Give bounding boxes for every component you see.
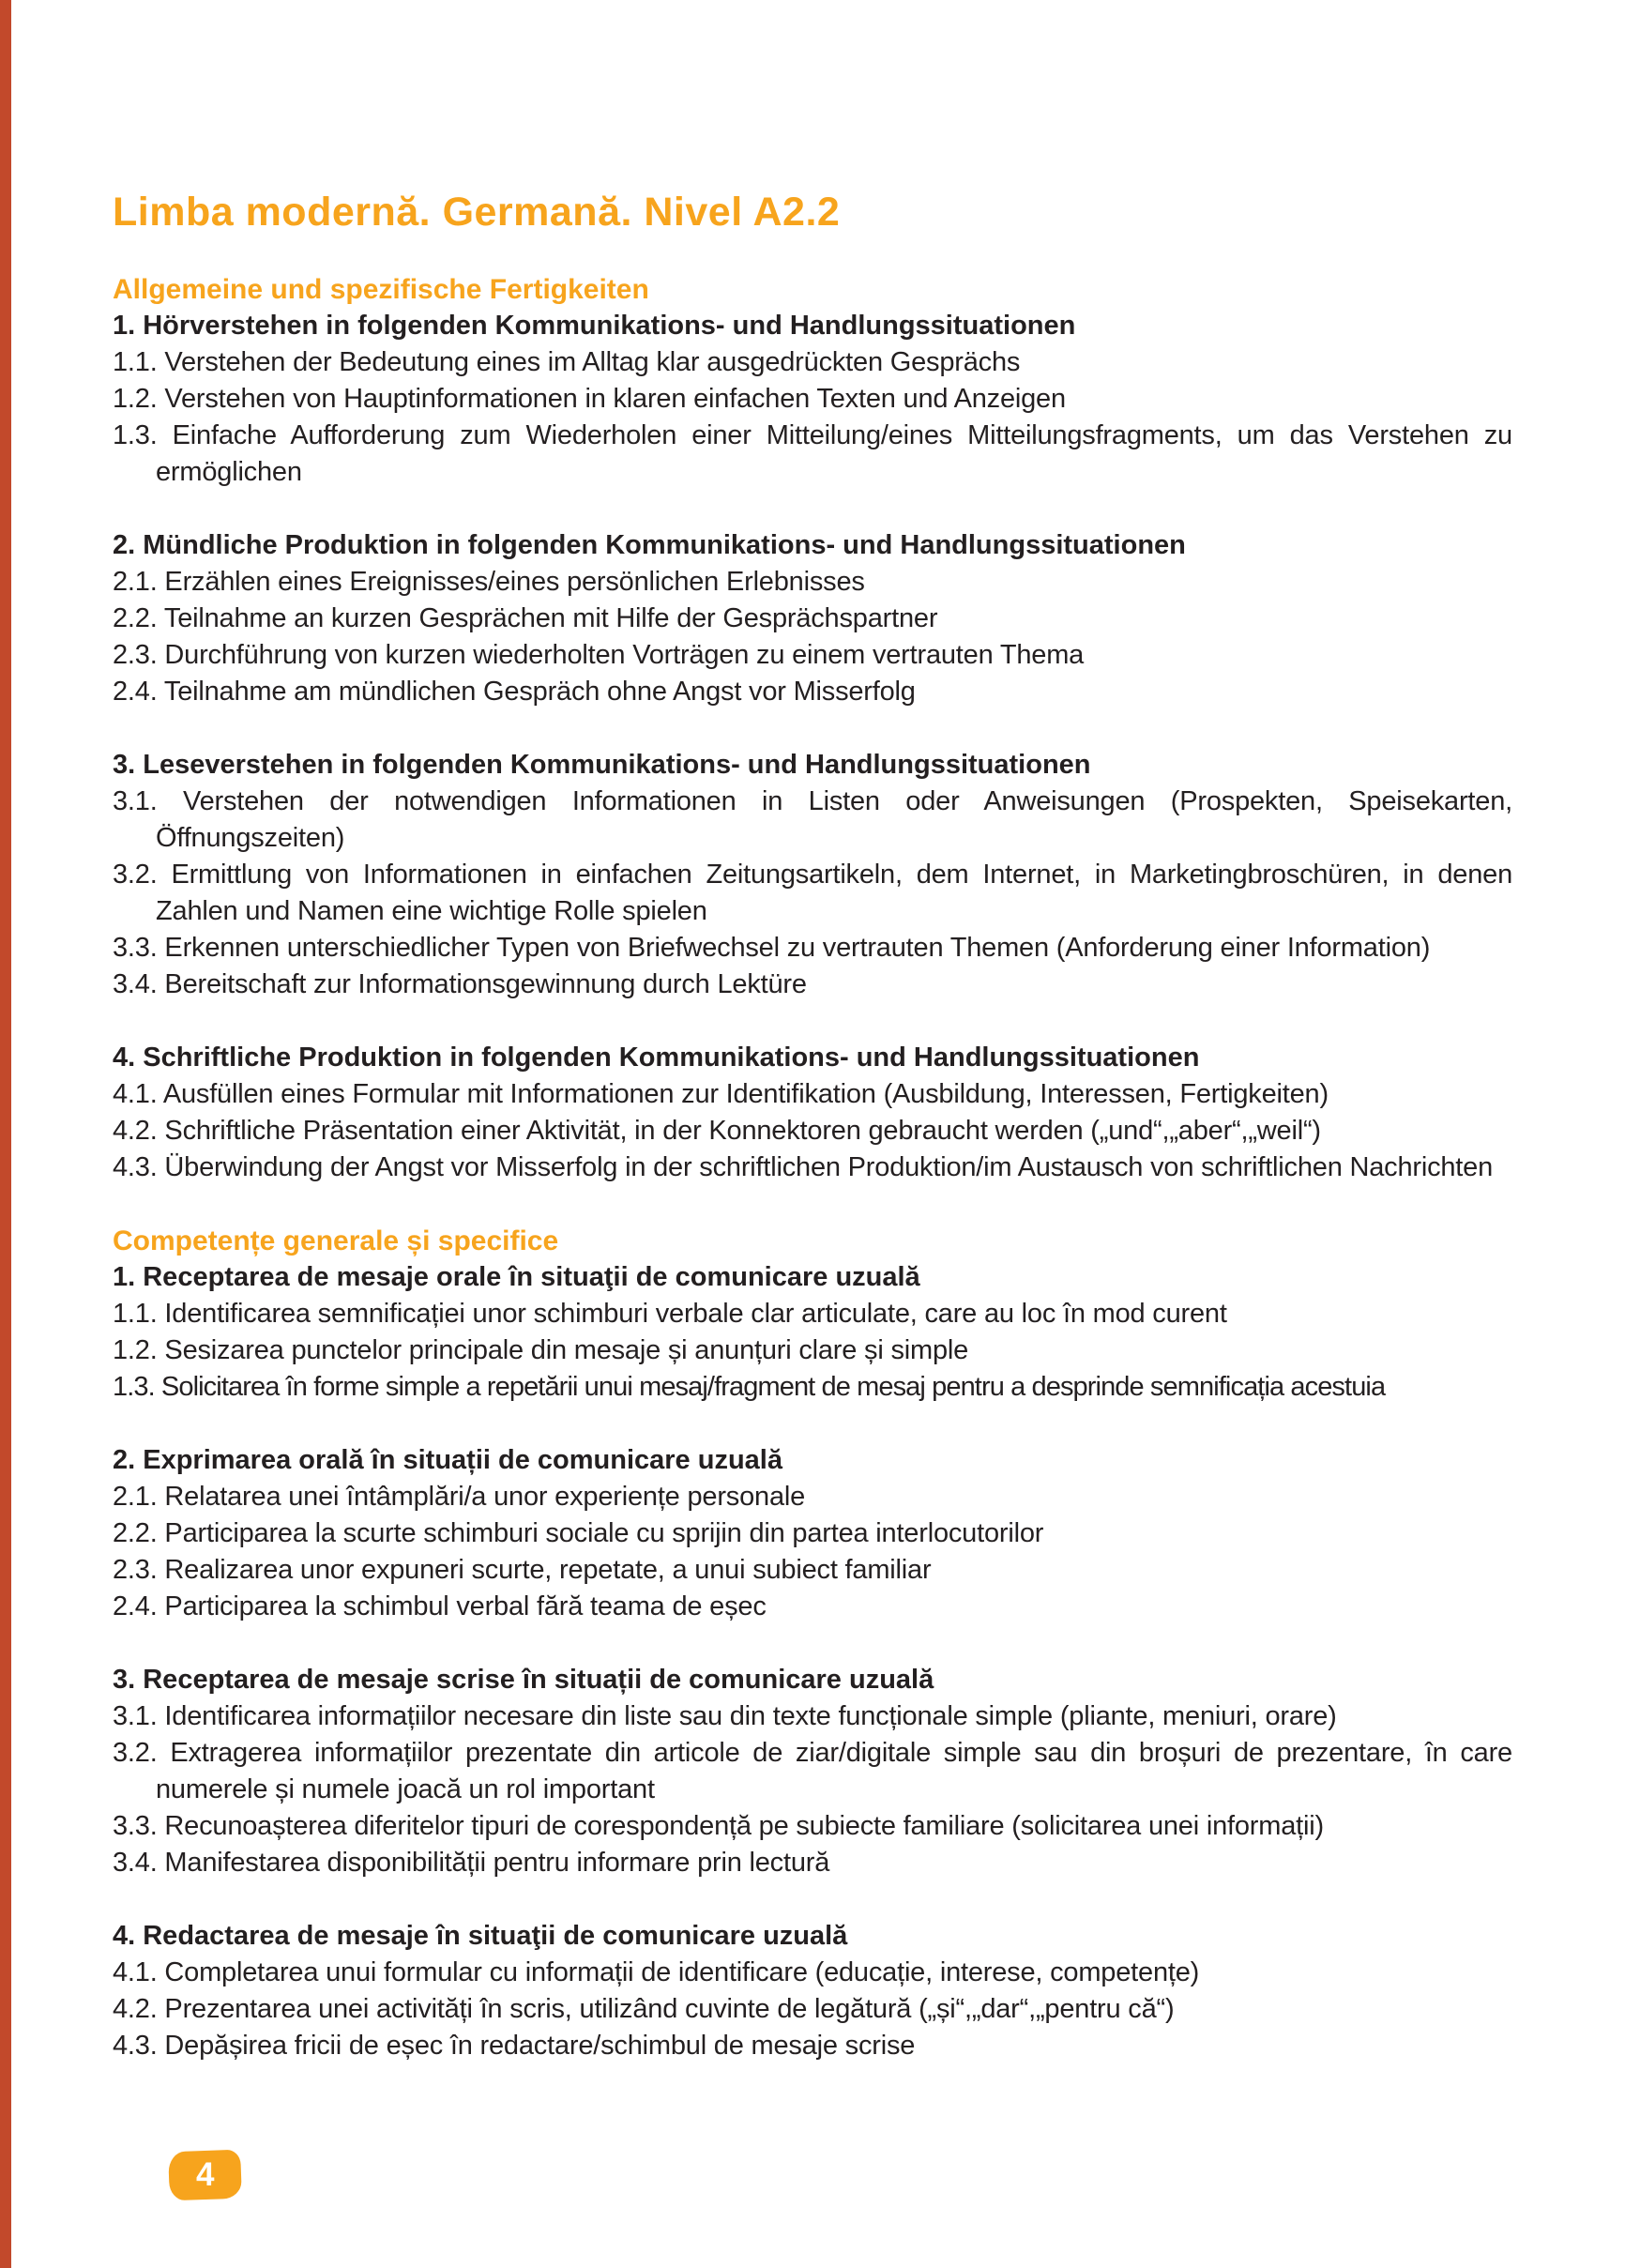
list-item: 2.2. Participarea la scurte schimburi sociale cu sprijin din partea interlocutorilor xyxy=(113,1518,1044,1548)
list-item: 3.2. Extragerea informațiilor prezentate din articole de ziar/digitale simple sau din broșuri de prezentare, în care numerele și numele joacă un rol important xyxy=(113,1738,1512,1804)
list-item: 4.3. Depășirea fricii de eșec în redactare/schimbul de mesaje scrise xyxy=(113,2031,916,2061)
list-item: 4.2. Prezentarea unei activități în scris, utilizând cuvinte de legătură („și“,„dar“,„pentru că“) xyxy=(113,1994,1175,2024)
list-item: 2.4. Teilnahme am mündlichen Gespräch ohne Angst vor Misserfolg xyxy=(113,677,916,707)
competence-group xyxy=(113,747,1512,1003)
group-title: 2. Exprimarea orală în situații de comunicare uzuală xyxy=(113,1445,782,1475)
left-edge-bar xyxy=(0,0,11,2268)
section-heading-romanian: Competențe generale și specifice xyxy=(113,1225,559,1256)
list-item: 3.3. Erkennen unterschiedlicher Typen von Briefwechsel zu vertrauten Themen (Anforderung einer Information) xyxy=(113,933,1431,963)
group-title: 4. Schriftliche Produktion in folgenden Kommunikations- und Handlungssituationen xyxy=(113,1043,1200,1073)
list-item: 2.2. Teilnahme an kurzen Gesprächen mit Hilfe der Gesprächspartner xyxy=(113,603,938,633)
list-item: 4.1. Completarea unui formular cu informații de identificare (educație, interese, competențe) xyxy=(113,1957,1200,1987)
section-german-skills xyxy=(113,271,1512,1186)
section-heading-german: Allgemeine und spezifische Fertigkeiten xyxy=(113,274,649,305)
competence-group xyxy=(113,1662,1512,1881)
list-item: 3.4. Manifestarea disponibilității pentru informare prin lectură xyxy=(113,1848,830,1878)
section-romanian-competences xyxy=(113,1223,1512,2064)
list-item: 1.2. Verstehen von Hauptinformationen in klaren einfachen Texten und Anzeigen xyxy=(113,384,1066,414)
list-item: 1.2. Sesizarea punctelor principale din mesaje și anunțuri clare și simple xyxy=(113,1335,969,1365)
list-item: 3.4. Bereitschaft zur Informationsgewinnung durch Lektüre xyxy=(113,969,807,999)
competence-group xyxy=(113,1918,1512,2064)
list-item: 3.2. Ermittlung von Informationen in einfachen Zeitungsartikeln, dem Internet, in Marketingbroschüren, in denen Zahlen und Namen eine wichtige Rolle spielen xyxy=(113,860,1512,926)
list-item: 4.1. Ausfüllen eines Formular mit Informationen zur Identifikation (Ausbildung, Interessen, Fertigkeiten) xyxy=(113,1079,1329,1109)
group-title: 3. Leseverstehen in folgenden Kommunikations- und Handlungssituationen xyxy=(113,750,1091,780)
list-item: 2.1. Relatarea unei întâmplări/a unor experiențe personale xyxy=(113,1482,806,1512)
group-title: 4. Redactarea de mesaje în situaţii de comunicare uzuală xyxy=(113,1921,848,1951)
competence-group xyxy=(113,1259,1512,1406)
competence-group xyxy=(113,1442,1512,1625)
group-title: 3. Receptarea de mesaje scrise în situații de comunicare uzuală xyxy=(113,1665,934,1695)
list-item: 1.3. Solicitarea în forme simple a repetării unui mesaj/fragment de mesaj pentru a desprinde semnificația acestuia xyxy=(113,1372,1386,1402)
page-number-badge xyxy=(168,2150,242,2201)
list-item: 2.3. Durchführung von kurzen wiederholten Vorträgen zu einem vertrauten Thema xyxy=(113,640,1085,670)
list-item: 3.3. Recunoașterea diferitelor tipuri de corespondență pe subiecte familiare (solicitarea unei informații) xyxy=(113,1811,1324,1841)
list-item: 3.1. Verstehen der notwendigen Informationen in Listen oder Anweisungen (Prospekten, Speisekarten, Öffnungszeiten) xyxy=(113,786,1512,853)
competence-group xyxy=(113,1040,1512,1186)
list-item: 2.1. Erzählen eines Ereignisses/eines persönlichen Erlebnisses xyxy=(113,567,865,597)
page-title: Limba modernă. Germană. Nivel A2.2 xyxy=(113,190,841,235)
list-item: 2.4. Participarea la schimbul verbal fără teama de eșec xyxy=(113,1591,767,1621)
page-content xyxy=(113,190,1512,2064)
group-title: 2. Mündliche Produktion in folgenden Kommunikations- und Handlungssituationen xyxy=(113,530,1186,560)
list-item: 2.3. Realizarea unor expuneri scurte, repetate, a unui subiect familiar xyxy=(113,1555,932,1585)
list-item: 4.2. Schriftliche Präsentation einer Aktivität, in der Konnektoren gebraucht werden („und“,„aber“,„weil“) xyxy=(113,1116,1321,1146)
list-item: 1.3. Einfache Aufforderung zum Wiederholen einer Mitteilung/eines Mitteilungsfragments, um das Verstehen zu ermöglichen xyxy=(113,420,1512,487)
list-item: 4.3. Überwindung der Angst vor Misserfolg in der schriftlichen Produktion/im Austausch von schriftlichen Nachrichten xyxy=(113,1152,1494,1182)
group-title: 1. Receptarea de mesaje orale în situaţii de comunicare uzuală xyxy=(113,1262,920,1292)
list-item: 3.1. Identificarea informațiilor necesare din liste sau din texte funcționale simple (pliante, meniuri, orare) xyxy=(113,1701,1337,1731)
list-item: 1.1. Verstehen der Bedeutung eines im Alltag klar ausgedrückten Gesprächs xyxy=(113,347,1021,377)
competence-group xyxy=(113,527,1512,710)
page-number: 4 xyxy=(195,2156,215,2193)
group-title: 1. Hörverstehen in folgenden Kommunikations- und Handlungssituationen xyxy=(113,311,1076,341)
competence-group xyxy=(113,308,1512,491)
list-item: 1.1. Identificarea semnificației unor schimburi verbale clar articulate, care au loc în mod curent xyxy=(113,1299,1227,1329)
